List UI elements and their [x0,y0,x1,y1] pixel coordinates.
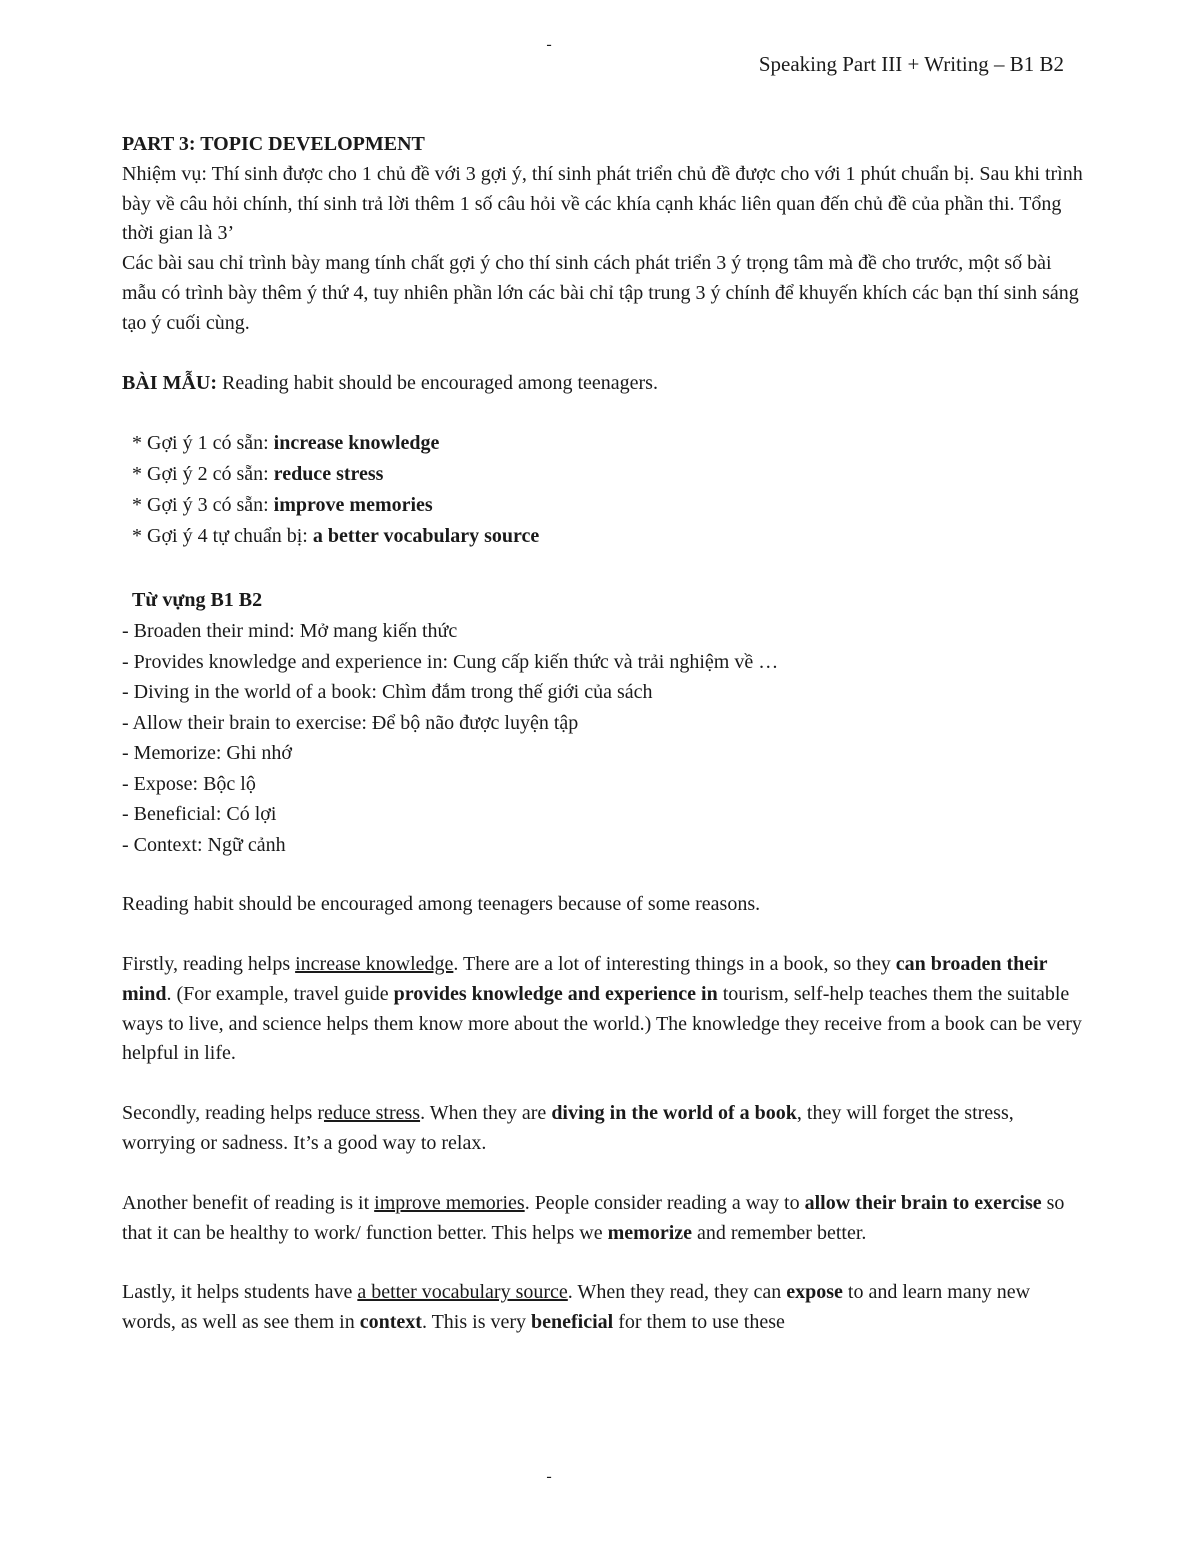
vocabulary-title: Từ vựng B1 B2 [132,589,263,612]
sample-topic-text: Reading habit should be encouraged among teenagers. [222,371,658,394]
vocabulary-item: - Allow their brain to exercise: Để bộ não được luyện tập [122,711,579,734]
vocabulary-item: - Diving in the world of a book: Chìm đắm trong thế giới của sách [122,681,653,704]
vocabulary-item: - Provides knowledge and experience in: Cung cấp kiến thức và trải nghiệm về … [122,650,779,673]
document-header: Speaking Part III + Writing – B1 B2 [758,52,1064,76]
hint-item: * Gợi ý 2 có sẵn: reduce stress [132,463,384,486]
guidance-note: Các bài sau chỉ trình bày mang tính chất gợi ý cho thí sinh cách phát triển 3 ý trọng tâm mà đề cho trước, một số bài mẫu có trình bày thêm ý thứ 4, tuy nhiên phần lớn các bài chỉ tập trung 3 ý chính để khuyến khích các bạn thí sinh sáng tạo ý cuối cùng. [122,252,1079,334]
hint-list [122,428,1084,552]
hint-item: * Gợi ý 4 tự chuẩn bị: a better vocabulary source [132,525,540,548]
hint-item: * Gợi ý 3 có sẵn: improve memories [132,494,433,517]
vocabulary-item: - Context: Ngữ cảnh [122,833,286,856]
section-title: PART 3: TOPIC DEVELOPMENT [122,133,425,155]
task-description: Nhiệm vụ: Thí sinh được cho 1 chủ đề với 3 gợi ý, thí sinh phát triển chủ đề được cho với 1 phút chuẩn bị. Sau khi trình bày về câu hỏi chính, thí sinh trả lời thêm 1 số câu hỏi về các khía cạnh khác liên quan đến chủ đề của phần thi. Tổng thời gian là 3’ [122,162,1083,245]
vocabulary-item: - Broaden their mind: Mở mang kiến thức [122,620,458,643]
essay-paragraph-1: Firstly, reading helps increase knowledge. There are a lot of interesting things in a book, so they can broaden their mind. (For example, travel guide provides knowledge and experience in tourism, self-help teaches them the suitable ways to live, and science helps them know more about the world.) The knowledge they receive from a book can be very helpful in life. [122,952,1082,1065]
vocabulary-list [122,616,1084,860]
hint-item: * Gợi ý 1 có sẵn: increase knowledge [132,432,440,455]
sample-label: BÀI MẪU: [122,371,217,394]
essay-paragraph-2: Secondly, reading helps reduce stress. When they are diving in the world of a book, they will forget the stress, worrying or sadness. It’s a good way to relax. [122,1102,1014,1154]
page-mark-top: - [546,36,552,53]
vocabulary-item: - Expose: Bộc lộ [122,772,256,795]
essay-paragraph-4: Lastly, it helps students have a better vocabulary source. When they read, they can expose to and learn many new words, as well as see them in context. This is very beneficial for them to use these [122,1281,1031,1334]
essay-paragraph-3: Another benefit of reading is it improve memories. People consider reading a way to allow their brain to exercise so that it can be healthy to work/ function better. This helps we memorize and remember better. [122,1191,1065,1244]
document-body [122,130,1084,1338]
essay-intro: Reading habit should be encouraged among teenagers because of some reasons. [122,893,761,916]
vocabulary-item: - Beneficial: Có lợi [122,803,277,826]
page-mark-bottom: - [546,1468,552,1485]
sample-topic [122,369,1084,399]
vocabulary-item: - Memorize: Ghi nhớ [122,742,292,765]
